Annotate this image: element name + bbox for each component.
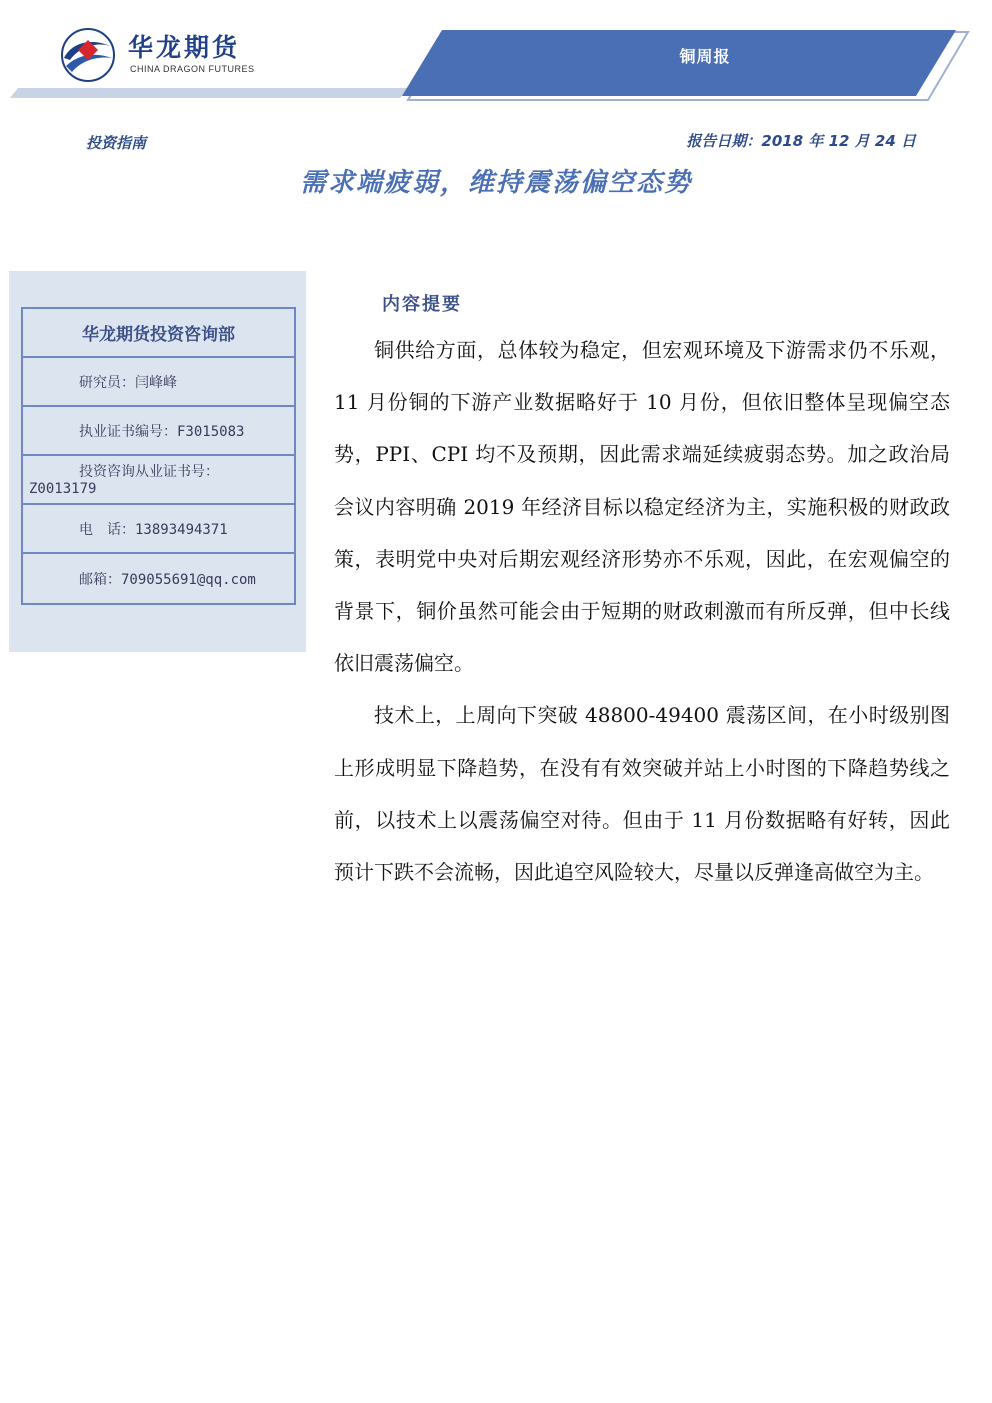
researcher: 研究员：闫峰峰 <box>23 358 294 407</box>
report-title: 需求端疲弱，维持震荡偏空态势 <box>299 168 692 198</box>
consult-license-label: 投资咨询从业证书号： <box>79 464 219 480</box>
dragon-logo-icon <box>58 24 120 86</box>
department-name: 华龙期货投资咨询部 <box>23 309 294 358</box>
consult-license-number: Z0013179 <box>29 481 97 497</box>
report-type: 铜周报 <box>679 47 731 66</box>
email: 邮箱：709055691@qq.com <box>79 571 256 588</box>
phone: 电 话：13893494371 <box>23 505 294 554</box>
sidebar-panel <box>9 271 306 652</box>
company-name-en: CHINA DRAGON FUTURES <box>130 64 255 74</box>
consult-license <box>23 456 294 505</box>
summary-section <box>334 290 950 898</box>
license-number: 执业证书编号：F3015083 <box>23 407 294 456</box>
summary-paragraph: 技术上，上周向下突破 48800-49400 震荡区间，在小时级别图上形成明显下降趋势，在没有有效突破并站上小时图的下降趋势线之前，以技术上以震荡偏空对待。但由于 11 月份数据略有好转，因此预计下跌不会流畅，因此追空风险较大，尽量以反弹逢高做空为主。 <box>334 703 950 885</box>
header-underline <box>10 88 410 98</box>
category-label: 投资指南 <box>86 134 147 152</box>
summary-heading: 内容提要 <box>382 294 462 315</box>
company-name: 华龙期货 <box>128 33 241 62</box>
contact-table <box>21 307 296 605</box>
company-logo <box>58 24 278 86</box>
page-header <box>0 0 992 110</box>
report-date: 报告日期：2018 年 12 月 24 日 <box>686 132 916 150</box>
summary-paragraph: 铜供给方面，总体较为稳定，但宏观环境及下游需求仍不乐观，11 月份铜的下游产业数据略好于 10 月份，但依旧整体呈现偏空态势，PPI、CPI 均不及预期，因此需求端延续疲弱态势。加之政治局会议内容明确 2019 年经济目标以稳定经济为主，实施积极的财政政策，表明党中央对后期宏观经济形势亦不乐观，因此，在宏观偏空的背景下，铜价虽然可能会由于短期的财政刺激而有所反弹，但中长线依旧震荡偏空。 <box>334 338 950 676</box>
